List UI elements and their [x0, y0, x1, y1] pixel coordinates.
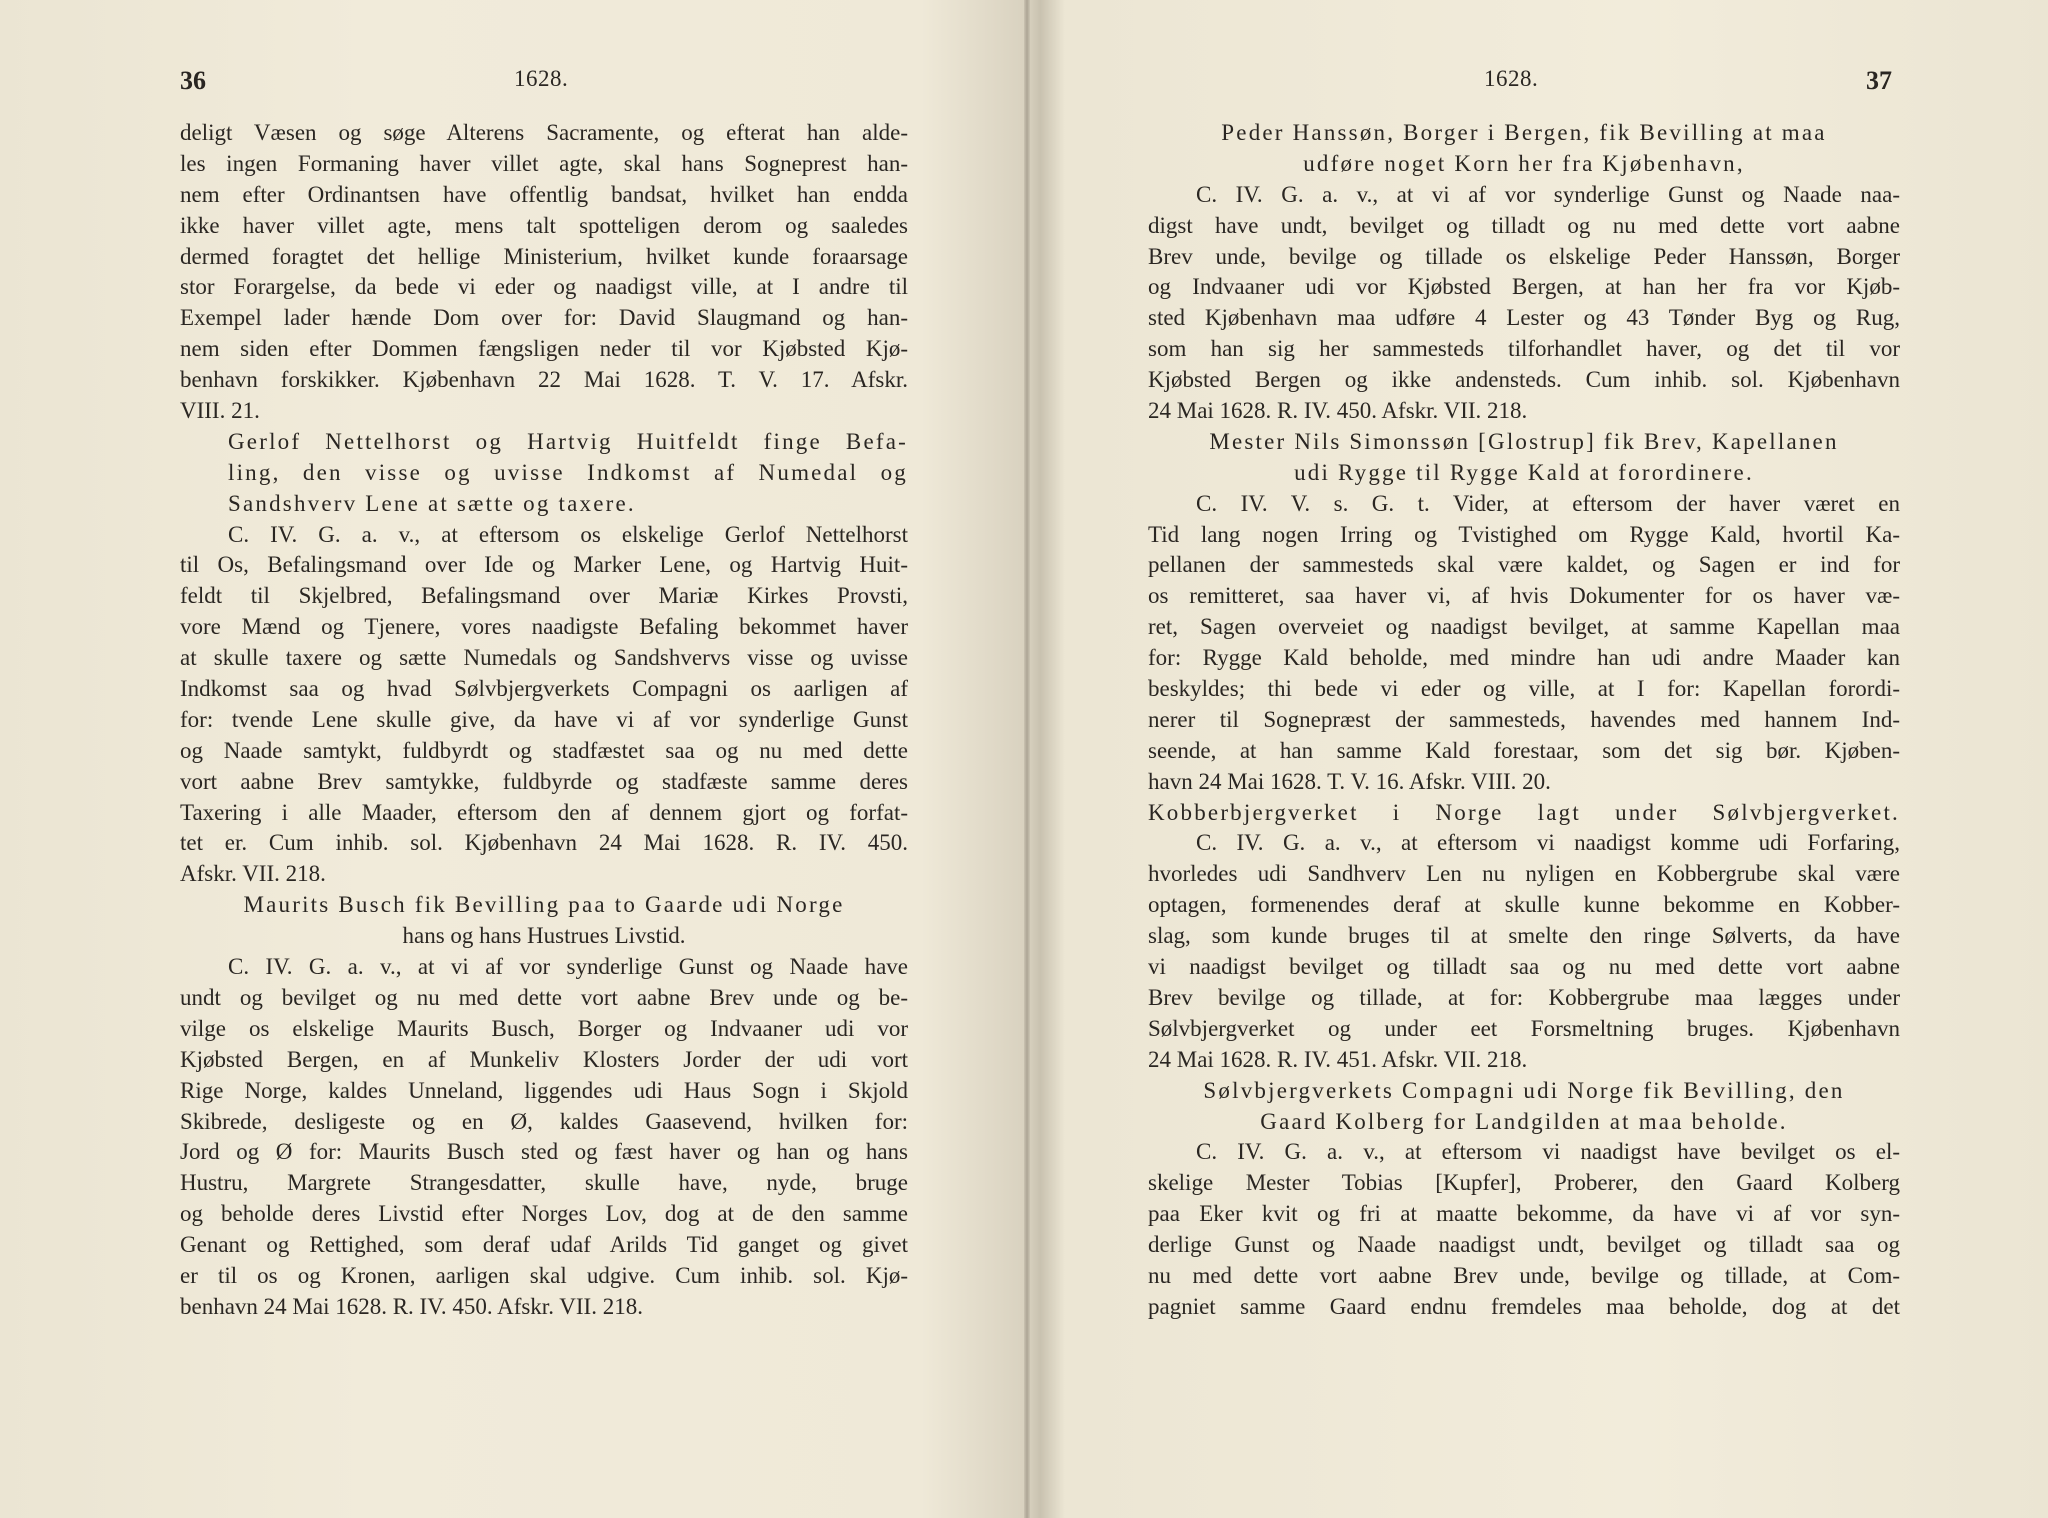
- text-line: C. IV. G. a. v., at vi af vor synderlige Gunst og Naade have: [228, 954, 908, 980]
- text-line: 24 Mai 1628. R. IV. 450. Afskr. VII. 218.: [1148, 398, 1528, 424]
- text-line: Tid lang nogen Irring og Tvistighed om Rygge Kald, hvortil Ka-: [1148, 521, 1900, 547]
- text-line: optagen, formenendes deraf at skulle kunne bekomme en Kobber-: [1148, 892, 1900, 918]
- text-line: Exempel lader hænde Dom over for: David Slaugmand og han-: [180, 305, 908, 331]
- text-line: for: tvende Lene skulle give, da have vi af vor synderlige Gunst: [180, 706, 908, 732]
- text-line: sted Kjøbenhavn maa udføre 4 Lester og 43 Tønder Byg og Rug,: [1148, 305, 1900, 331]
- text-line: stor Forargelse, da bede vi eder og naadigst ville, at I andre til: [180, 274, 908, 300]
- entry-heading: Gaard Kolberg for Landgilden at maa beholde.: [1260, 1108, 1788, 1134]
- text-line: dermed foragtet det hellige Ministerium, hvilket kunde foraarsage: [180, 243, 908, 269]
- text-line: C. IV. G. a. v., at eftersom vi naadigst komme udi Forfaring,: [1196, 830, 1900, 856]
- text-line: C. IV. G. a. v., at vi af vor synderlige Gunst og Naade naa-: [1196, 181, 1900, 207]
- text-line: benhavn forskikker. Kjøbenhavn 22 Mai 1628. T. V. 17. Afskr.: [180, 367, 908, 393]
- text-line: vort aabne Brev samtykke, fuldbyrde og stadfæste samme deres: [180, 768, 908, 794]
- entry-heading: ling, den visse og uvisse Indkomst af Numedal og: [228, 459, 908, 485]
- text-line: Taxering i alle Maader, eftersom den af dennem gjort og forfat-: [180, 799, 908, 825]
- text-line: les ingen Formaning haver villet agte, skal hans Sogneprest han-: [180, 150, 908, 176]
- text-line: hvorledes udi Sandhverv Len nu nyligen en Kobbergrube skal være: [1148, 861, 1900, 887]
- text-line: undt og bevilget og nu med dette vort aabne Brev unde og be-: [180, 984, 908, 1010]
- text-line: derlige Gunst og Naade naadigst undt, bevilget og tilladt saa og: [1148, 1232, 1900, 1258]
- text-line: Rige Norge, kaldes Unneland, liggendes udi Haus Sogn i Skjold: [180, 1077, 908, 1103]
- text-line: C. IV. G. a. v., at eftersom vi naadigst have bevilget os el-: [1196, 1139, 1900, 1165]
- text-line: benhavn 24 Mai 1628. R. IV. 450. Afskr. VII. 218.: [180, 1293, 643, 1319]
- text-line: nem efter Ordinantsen have offentlig bandsat, hvilket han endda: [180, 181, 908, 207]
- text-line: skelige Mester Tobias [Kupfer], Proberer, den Gaard Kolberg: [1148, 1170, 1900, 1196]
- text-line: tet er. Cum inhib. sol. Kjøbenhavn 24 Mai 1628. R. IV. 450.: [180, 830, 908, 856]
- right-page: [1030, 0, 2048, 1518]
- text-line: Kjøbsted Bergen og ikke andensteds. Cum inhib. sol. Kjøbenhavn: [1148, 367, 1900, 393]
- entry-heading: Gerlof Nettelhorst og Hartvig Huitfeldt finge Befa-: [228, 428, 908, 454]
- text-line: som han sig her sammesteds tilforhandlet haver, og det til vor: [1148, 336, 1900, 362]
- text-line: beskyldes; thi bede vi eder og ville, at I for: Kapellan forordi-: [1148, 676, 1900, 702]
- entry-heading: Kobberbjergverket i Norge lagt under Sølvbjergverket.: [1148, 799, 1900, 825]
- text-line: C. IV. G. a. v., at eftersom os elskelige Gerlof Nettelhorst: [228, 521, 908, 547]
- text-line: deligt Væsen og søge Alterens Sacramente, og efterat han alde-: [180, 120, 908, 145]
- text-line: os remitteret, saa haver vi, af hvis Dokumenter for os haver væ-: [1148, 583, 1900, 609]
- text-line: havn 24 Mai 1628. T. V. 16. Afskr. VIII. 20.: [1148, 768, 1551, 794]
- text-line: seende, at han samme Kald forestaar, som det sig bør. Kjøben-: [1148, 737, 1900, 763]
- running-header: 1628.: [1484, 66, 1539, 91]
- text-line: Sølvbjergverket og under eet Forsmeltning bruges. Kjøbenhavn: [1148, 1015, 1900, 1041]
- text-line: nem siden efter Dommen fængsligen neder til vor Kjøbsted Kjø-: [180, 336, 908, 362]
- text-line: nu med dette vort aabne Brev unde, bevilge og tillade, at Com-: [1148, 1262, 1900, 1288]
- entry-heading: Sølvbjergverkets Compagni udi Norge fik Bevilling, den: [1203, 1077, 1845, 1103]
- entry-heading: Sandshverv Lene at sætte og taxere.: [228, 490, 636, 516]
- text-line: slag, som kunde bruges til at smelte den ringe Sølverts, da have: [1148, 923, 1900, 949]
- text-line: til Os, Befalingsmand over Ide og Marker Lene, og Hartvig Huit-: [180, 552, 908, 578]
- text-line: pagniet samme Gaard endnu fremdeles maa beholde, dog at det: [1148, 1293, 1900, 1319]
- text-line: vore Mænd og Tjenere, vores naadigste Befaling bekommet haver: [180, 614, 908, 640]
- entry-heading: Maurits Busch fik Bevilling paa to Gaarde udi Norge: [243, 892, 845, 918]
- entry-heading: Mester Nils Simonssøn [Glostrup] fik Brev, Kapellanen: [1209, 428, 1839, 454]
- text-line: vi naadigst bevilget og tilladt saa og nu med dette vort aabne: [1148, 954, 1900, 980]
- text-line: for: Rygge Kald beholde, med mindre han udi andre Maader kan: [1148, 645, 1900, 671]
- text-line: ikke haver villet agte, mens talt spotteligen derom og saaledes: [180, 212, 908, 238]
- text-line: paa Eker kvit og fri at maatte bekomme, da have vi af vor syn-: [1148, 1201, 1900, 1227]
- text-line: Hustru, Margrete Strangesdatter, skulle have, nyde, bruge: [180, 1170, 908, 1196]
- text-line: og Indvaaner udi vor Kjøbsted Bergen, at han her fra vor Kjøb-: [1148, 274, 1900, 300]
- page-text: [180, 118, 908, 1323]
- text-line: Brev unde, bevilge og tillade os elskelige Peder Hanssøn, Borger: [1148, 243, 1900, 269]
- entry-heading: udi Rygge til Rygge Kald at forordinere.: [1294, 459, 1754, 485]
- running-header: 1628.: [514, 66, 569, 91]
- text-line: Skibrede, desligeste og en Ø, kaldes Gaasevend, hvilken for:: [180, 1108, 908, 1134]
- text-line: Brev bevilge og tillade, at for: Kobbergrube maa lægges under: [1148, 984, 1900, 1010]
- text-line: at skulle taxere og sætte Numedals og Sandshvervs visse og uvisse: [180, 645, 908, 671]
- text-line: VIII. 21.: [180, 398, 260, 424]
- text-line: er til os og Kronen, aarligen skal udgive. Cum inhib. sol. Kjø-: [180, 1262, 908, 1288]
- text-line: og beholde deres Livstid efter Norges Lov, dog at de den samme: [180, 1201, 908, 1227]
- text-line: vilge os elskelige Maurits Busch, Borger og Indvaaner udi vor: [180, 1015, 908, 1041]
- entry-heading: udføre noget Korn her fra Kjøbenhavn,: [1303, 150, 1745, 176]
- entry-heading: hans og hans Hustrues Livstid.: [402, 923, 686, 949]
- text-line: 24 Mai 1628. R. IV. 451. Afskr. VII. 218.: [1148, 1046, 1528, 1072]
- entry-heading: Peder Hanssøn, Borger i Bergen, fik Bevilling at maa: [1221, 120, 1827, 145]
- text-line: digst have undt, bevilget og tilladt og nu med dette vort aabne: [1148, 212, 1900, 238]
- text-line: Kjøbsted Bergen, en af Munkeliv Klosters Jorder der udi vort: [180, 1046, 908, 1072]
- text-line: og Naade samtykt, fuldbyrdt og stadfæstet saa og nu med dette: [180, 737, 908, 763]
- text-line: Indkomst saa og hvad Sølvbjergverkets Compagni os aarligen af: [180, 676, 908, 702]
- text-line: feldt til Skjelbred, Befalingsmand over Mariæ Kirkes Provsti,: [180, 583, 908, 609]
- page-number: 36: [180, 66, 206, 95]
- text-line: C. IV. V. s. G. t. Vider, at eftersom der haver været en: [1196, 490, 1900, 516]
- text-line: Genant og Rettighed, som deraf udaf Arilds Tid ganget og givet: [180, 1232, 908, 1258]
- text-line: ret, Sagen overveiet og naadigst bevilget, at samme Kapellan maa: [1148, 614, 1900, 640]
- text-line: Afskr. VII. 218.: [180, 861, 326, 887]
- text-line: Jord og Ø for: Maurits Busch sted og fæst haver og han og hans: [180, 1139, 908, 1165]
- page-number: 37: [1866, 66, 1892, 95]
- page-text: [1148, 118, 1900, 1323]
- text-line: nerer til Sognepræst der sammesteds, havendes med hannem Ind-: [1148, 706, 1900, 732]
- text-line: pellanen der sammesteds skal være kaldet, og Sagen er ind for: [1148, 552, 1900, 578]
